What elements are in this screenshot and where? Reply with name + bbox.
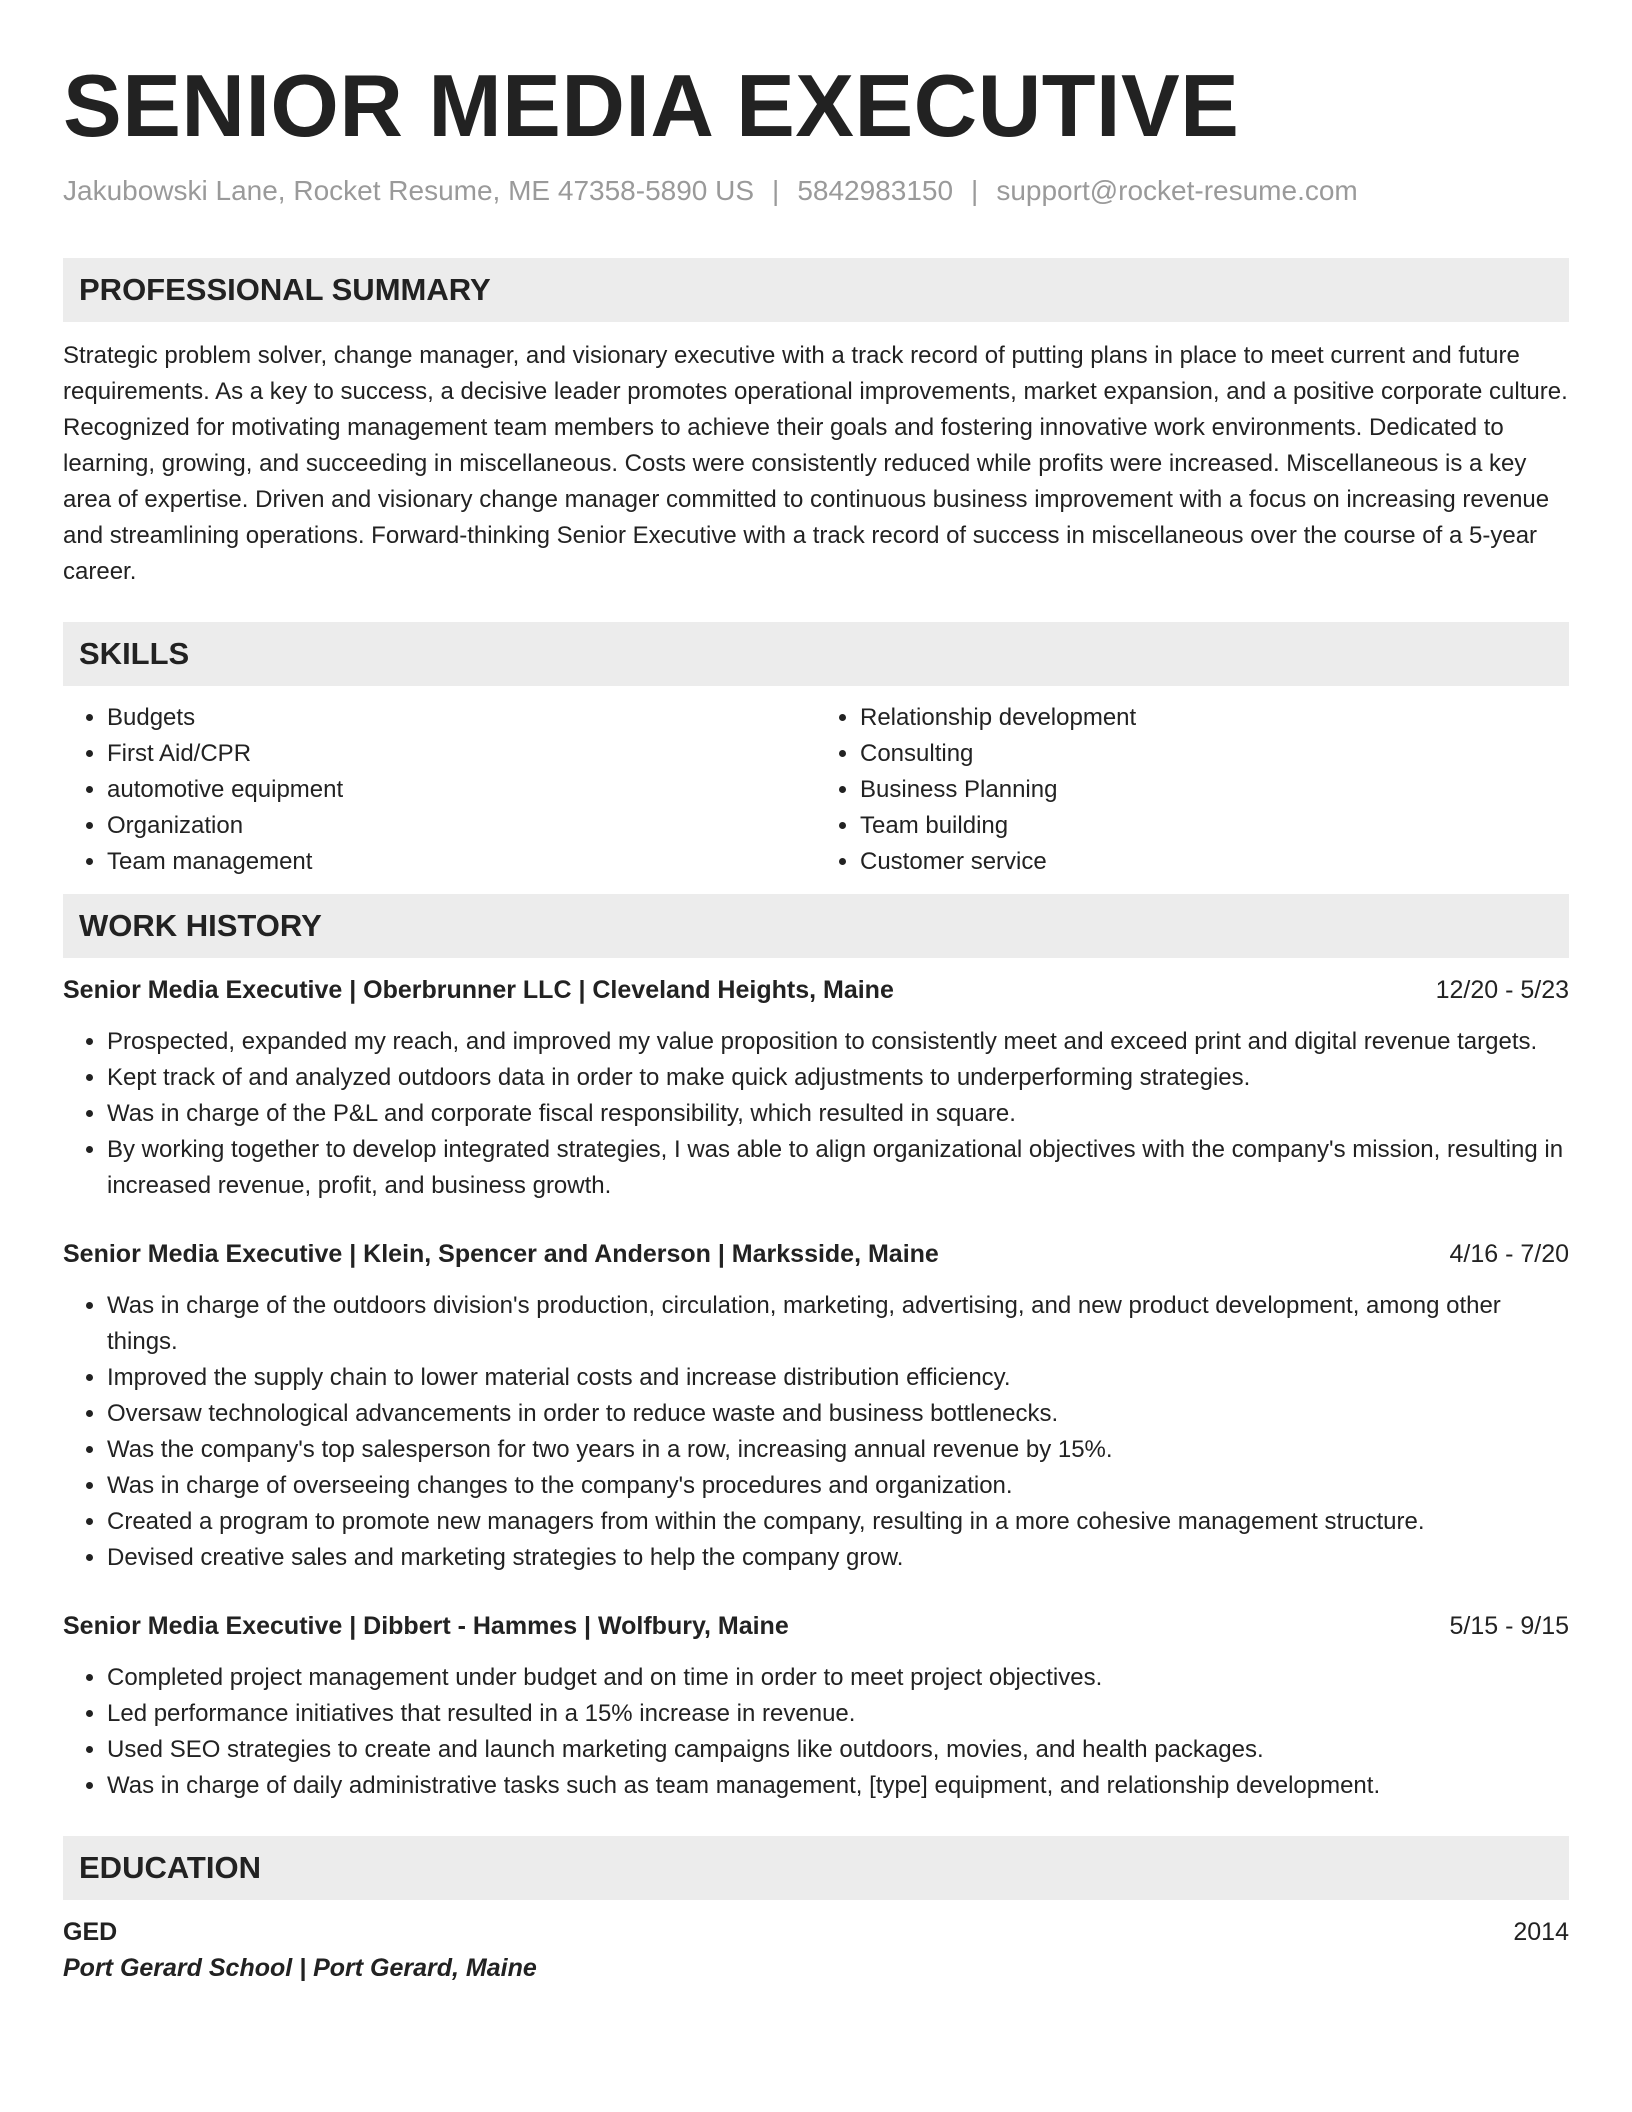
job-bullet: • Completed project management under budget and on time in order to meet project objectives. (107, 1660, 1569, 1696)
skills-list (63, 700, 1569, 880)
skill-item: • First Aid/CPR (107, 736, 816, 772)
job-bullet: • Was in charge of the outdoors division's production, circulation, marketing, advertising, and new product development, among other things. (107, 1288, 1569, 1360)
job-bullet: • Used SEO strategies to create and launch marketing campaigns like outdoors, movies, and health packages. (107, 1732, 1569, 1768)
job-title: Senior Media Executive | Oberbrunner LLC | Cleveland Heights, Maine (63, 975, 894, 1004)
contact-phone: 5842983150 (797, 175, 954, 206)
section-heading-skills: SKILLS (63, 622, 1569, 686)
skill-item: • automotive equipment (107, 772, 816, 808)
job-header (63, 1236, 1569, 1272)
job-bullet: • Was the company's top salesperson for two years in a row, increasing annual revenue by 15%. (107, 1432, 1569, 1468)
contact-address: Jakubowski Lane, Rocket Resume, ME 47358-5890 US (63, 175, 755, 206)
skill-item: • Team management (107, 844, 816, 880)
job-bullet: • Prospected, expanded my reach, and improved my value proposition to consistently meet and exceed print and digital revenue targets. (107, 1024, 1569, 1060)
job-entry (63, 1608, 1569, 1804)
job-entry (63, 972, 1569, 1204)
skill-item: • Team building (860, 808, 1569, 844)
contact-separator: | (772, 175, 780, 206)
section-heading-work: WORK HISTORY (63, 894, 1569, 958)
resume-name: SENIOR MEDIA EXECUTIVE (63, 56, 1240, 155)
section-heading-summary: PROFESSIONAL SUMMARY (63, 258, 1569, 322)
skill-item: • Organization (107, 808, 816, 844)
job-bullets (63, 1288, 1569, 1576)
contact-separator: | (971, 175, 979, 206)
contact-email: support@rocket-resume.com (996, 175, 1358, 206)
job-dates: 4/16 - 7/20 (1449, 1239, 1569, 1268)
skill-item: • Budgets (107, 700, 816, 736)
summary-text: Strategic problem solver, change manager, and visionary executive with a track record of putting plans in place to meet current and future requirements. As a key to success, a decisive leader promotes operational improvements, market expansion, and a positive corporate culture. Recognized for motivating management team members to achieve their goals and fostering innovative work environments. Dedicated to learning, growing, and succeeding in miscellaneous. Costs were consistently reduced while profits were increased. Miscellaneous is a key area of expertise. Driven and visionary change manager committed to continuous business improvement with a focus on increasing revenue and streamlining operations. Forward-thinking Senior Executive with a track record of success in miscellaneous over the course of a 5-year career. (63, 341, 1568, 585)
education-school: Port Gerard School | Port Gerard, Maine (63, 1953, 537, 1982)
job-dates: 5/15 - 9/15 (1449, 1611, 1569, 1640)
job-dates: 12/20 - 5/23 (1435, 975, 1569, 1004)
job-bullet: • Was in charge of the P&L and corporate fiscal responsibility, which resulted in square. (107, 1096, 1569, 1132)
contact-line (63, 174, 1569, 208)
job-bullets (63, 1660, 1569, 1804)
education-entry (63, 1914, 1569, 1986)
section-heading-education: EDUCATION (63, 1836, 1569, 1900)
job-header (63, 972, 1569, 1008)
skill-item: • Business Planning (860, 772, 1569, 808)
job-bullets (63, 1024, 1569, 1204)
skill-item: • Relationship development (860, 700, 1569, 736)
job-title: Senior Media Executive | Dibbert - Hammes | Wolfbury, Maine (63, 1611, 789, 1640)
job-title: Senior Media Executive | Klein, Spencer and Anderson | Marksside, Maine (63, 1239, 939, 1268)
job-bullet: • By working together to develop integrated strategies, I was able to align organizational objectives with the company's mission, resulting in increased revenue, profit, and business growth. (107, 1132, 1569, 1204)
education-degree: GED (63, 1917, 118, 1946)
skill-item: • Consulting (860, 736, 1569, 772)
job-bullet: • Was in charge of daily administrative tasks such as team management, [type] equipment, and relationship development. (107, 1768, 1569, 1804)
job-bullet: • Devised creative sales and marketing strategies to help the company grow. (107, 1540, 1569, 1576)
job-bullet: • Kept track of and analyzed outdoors data in order to make quick adjustments to underperforming strategies. (107, 1060, 1569, 1096)
skill-item: • Customer service (860, 844, 1569, 880)
skills-column-left (63, 700, 816, 880)
education-year: 2014 (1513, 1917, 1569, 1946)
job-header (63, 1608, 1569, 1644)
job-bullet: • Led performance initiatives that resulted in a 15% increase in revenue. (107, 1696, 1569, 1732)
job-bullet: • Oversaw technological advancements in order to reduce waste and business bottlenecks. (107, 1396, 1569, 1432)
education-header (63, 1914, 1569, 1950)
job-bullet: • Created a program to promote new managers from within the company, resulting in a more cohesive management structure. (107, 1504, 1569, 1540)
job-entry (63, 1236, 1569, 1576)
job-bullet: • Was in charge of overseeing changes to the company's procedures and organization. (107, 1468, 1569, 1504)
job-bullet: • Improved the supply chain to lower material costs and increase distribution efficiency. (107, 1360, 1569, 1396)
skills-column-right (816, 700, 1569, 880)
